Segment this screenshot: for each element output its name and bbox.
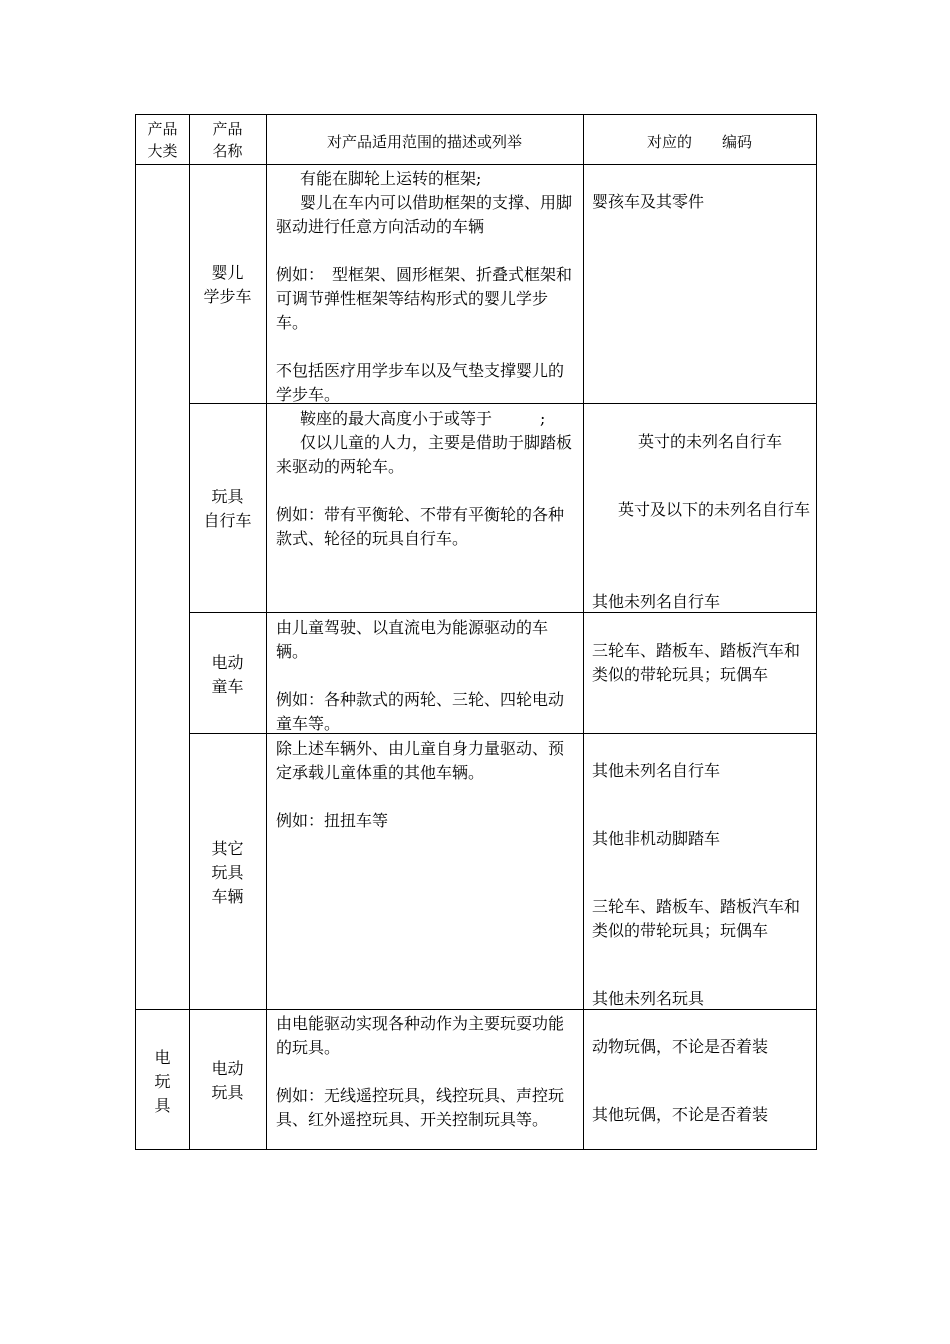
code-item: 其他玩偶，不论是否着装 [592,1105,769,1124]
product-name-line: 电动 [211,653,244,672]
code-item: 其他未列名玩具 [592,989,705,1008]
code-item: 英寸的未列名自行车 [638,432,783,451]
description-example: 例如：带有平衡轮、不带有平衡轮的各种款式、轮径的玩具自行车。 [276,505,565,548]
product-name-line: 电动 [211,1059,244,1078]
code-item: 三轮车、踏板车、踏板汽车和类似的带轮玩具；玩偶车 [592,641,801,684]
product-scope-table [135,114,817,1150]
scope-description [276,407,578,551]
description-exclusion: 不包括医疗用学步车以及气垫支撑婴儿的学步车。 [276,361,565,404]
header-scope: 对产品适用范围的描述或列举 [326,133,522,151]
product-name-electric-kids-car [189,651,266,699]
code-item: 婴孩车及其零件 [592,192,705,211]
description-line: 除上述车辆外、由儿童自身力量驱动、预定承载儿童体重的其他车辆。 [276,739,565,782]
description-line: 仅以儿童的人力，主要是借助于脚踏板来驱动的两轮车。 [276,433,573,476]
header-row-divider [136,164,816,165]
scope-description [276,167,578,407]
description-example: 例如：无线遥控玩具，线控玩具、声控玩具、红外遥控玩具、开关控制玩具等。 [276,1086,565,1129]
header-code: 对应的 编码 [646,133,752,151]
column-divider [266,115,267,1149]
product-name-line: 玩具 [211,863,244,882]
product-name-line: 自行车 [203,511,252,530]
header-name-line2: 名称 [212,142,243,160]
product-name-line: 童车 [211,677,244,696]
product-name-line: 其它 [211,839,244,858]
category-label-char: 玩 [154,1072,171,1091]
product-name-other-toy-vehicles [189,837,266,909]
code-item: 三轮车、踏板车、踏板汽车和类似的带轮玩具；玩偶车 [592,897,801,940]
product-name-electric-toys [189,1057,266,1105]
category-electric-toys [136,1046,189,1118]
description-line: 由儿童驾驶、以直流电为能源驱动的车辆。 [276,618,549,661]
product-name-line: 学步车 [203,287,252,306]
header-name-line1: 产品 [212,120,243,138]
description-line: 有能在脚轮上运转的框架; [300,169,482,188]
scope-description [276,616,578,736]
code-item: 动物玩偶，不论是否着装 [592,1037,769,1056]
column-divider [583,115,584,1149]
code-item: 其他未列名自行车 [592,592,721,611]
product-name-baby-walker [189,261,266,309]
category-label-char: 具 [154,1096,171,1115]
description-example: 例如： 型框架、圆形框架、折叠式框架和可调节弹性框架等结构形式的婴儿学步车。 [276,265,573,332]
header-category-line1: 产品 [147,120,178,138]
product-name-line: 车辆 [211,887,244,906]
product-name-toy-bicycle [189,485,266,533]
code-list [592,190,814,214]
description-line: 由电能驱动实现各种动作为主要玩耍功能的玩具。 [276,1014,565,1057]
header-category-line2: 大类 [147,142,178,160]
header-category [136,118,189,162]
scope-description [276,737,578,833]
code-item: 英寸及以下的未列名自行车 [618,500,811,519]
description-example: 例如：扭扭车等 [276,811,389,830]
description-line: 婴儿在车内可以借助框架的支撑、用脚驱动进行任意方向活动的车辆 [276,193,573,236]
description-line: 鞍座的最大高度小于或等于 ; [300,409,546,428]
code-item: 其他未列名自行车 [592,761,721,780]
description-example: 例如：各种款式的两轮、三轮、四轮电动童车等。 [276,690,565,733]
header-name [189,118,266,162]
product-name-line: 玩具 [211,487,244,506]
product-name-line: 玩具 [211,1083,244,1102]
product-name-line: 婴儿 [211,263,244,282]
category-label-char: 电 [154,1048,171,1067]
code-item: 其他非机动脚踏车 [592,829,721,848]
scope-description [276,1012,578,1132]
